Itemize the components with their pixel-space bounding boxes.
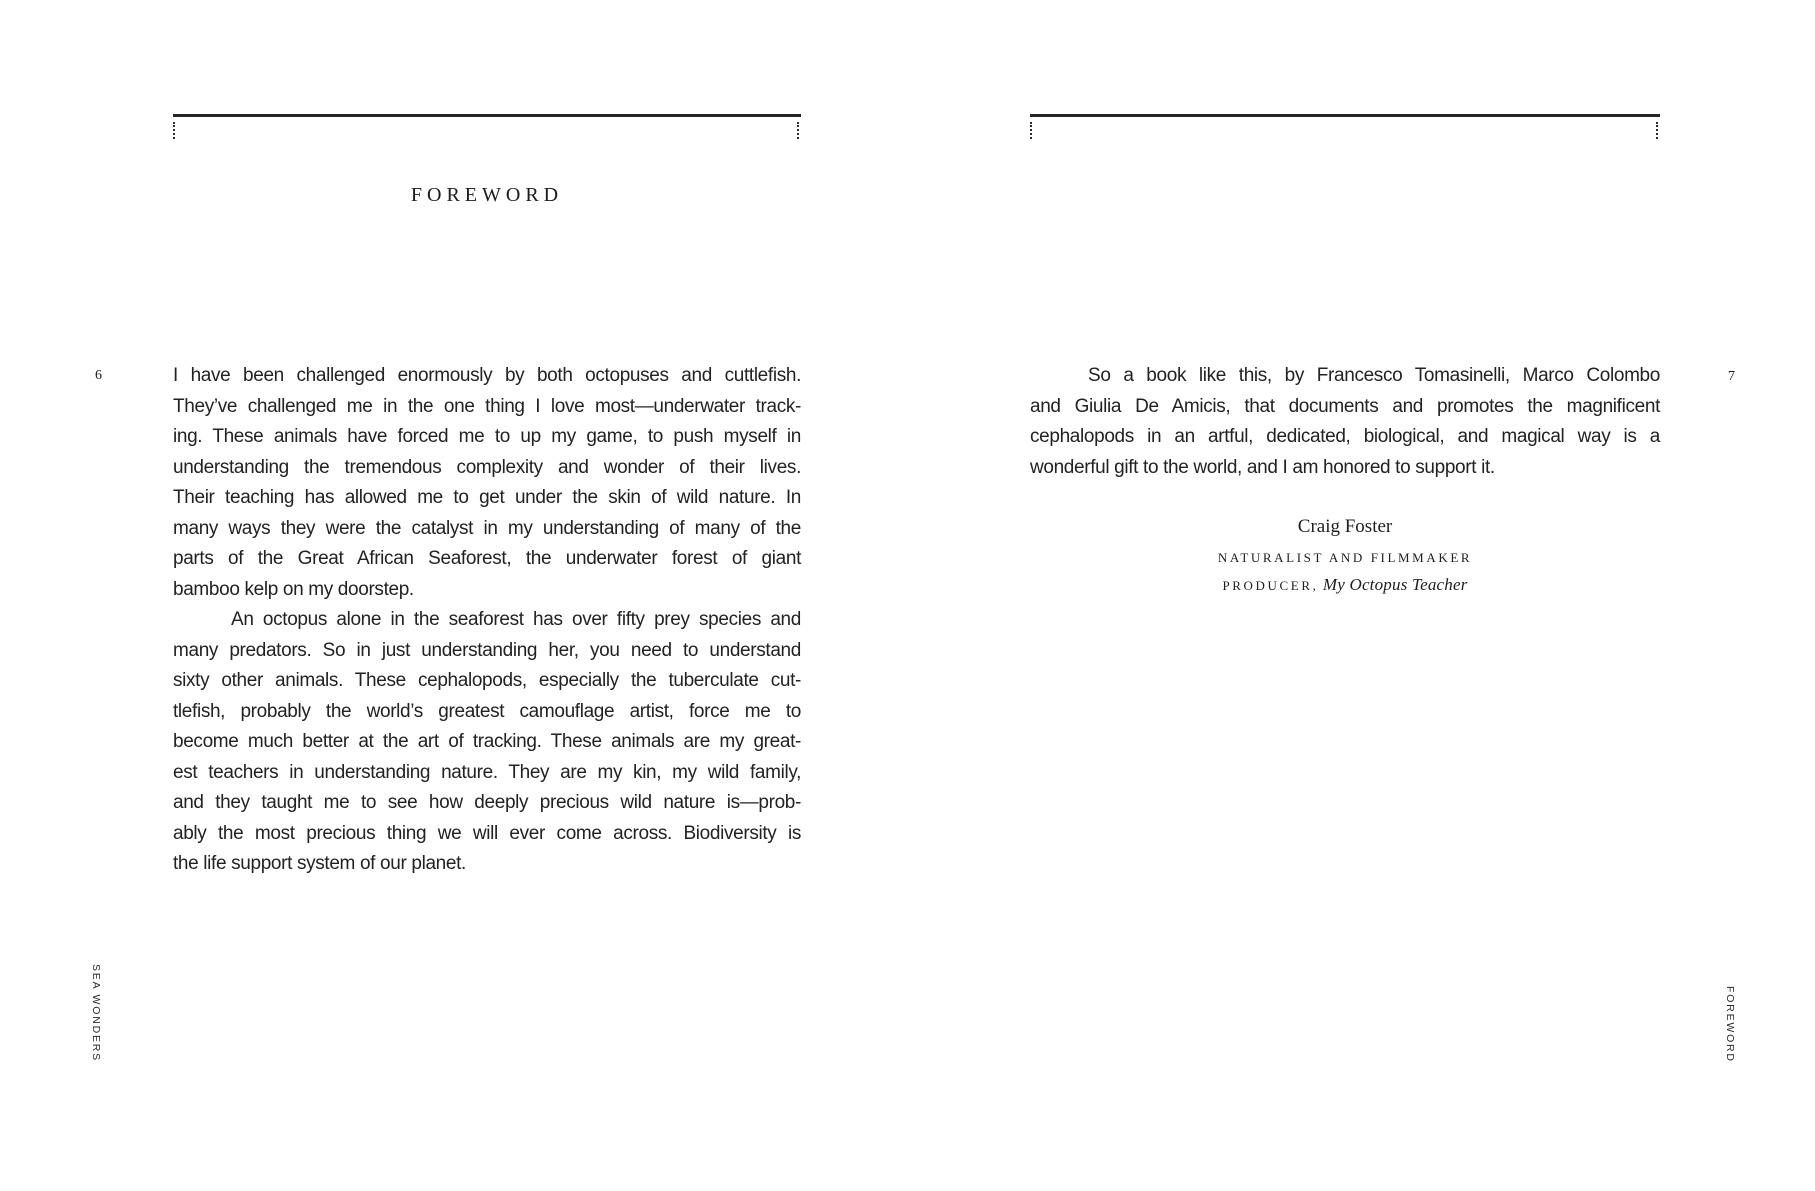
left-page-number: 6 [95,368,102,383]
right-page-number: 7 [1728,369,1735,384]
body-line: and they taught me to see how deeply precious wild nature is—prob- [173,792,801,813]
body-line: understanding the tremendous complexity and wonder of their lives. [173,456,801,478]
author-role: NATURALIST AND FILMMAKER [1217,550,1473,565]
left-rule-left-tick-mark [173,122,175,139]
right-page-top-rule [1030,114,1660,117]
body-line: bamboo kelp on my doorstep. [173,578,414,600]
body-line: ing. These animals have forced me to up my game, to push myself in [173,426,801,447]
body-line: est teachers in understanding nature. They are my kin, my wild family, [173,761,801,783]
left-rule-right-tick-mark [797,122,799,139]
foreword-heading: FOREWORD [410,184,564,206]
body-line: sixty other animals. These cephalopods, especially the tuberculate cut- [173,670,801,691]
body-line: Their teaching has allowed me to get under the skin of wild nature. In [173,487,801,508]
work-title: My Octopus Teacher [1322,575,1468,594]
right-running-footer: FOREWORD [1724,986,1736,1063]
author-name: Craig Foster [1297,516,1393,537]
body-line: many ways they were the catalyst in my understanding of many of the [173,517,801,539]
body-line: and Giulia De Amicis, that documents and promotes the magnificent [1030,395,1660,417]
body-line: I have been challenged enormously by both octopuses and cuttlefish. [173,365,801,386]
body-line: become much better at the art of tracking. These animals are my great- [173,731,801,752]
left-running-footer: SEA WONDERS [90,964,102,1062]
right-rule-left-tick-mark [1030,122,1032,139]
attribution-block [1030,516,1660,595]
body-line: wonderful gift to the world, and I am honored to support it. [1030,456,1495,478]
body-line: ably the most precious thing we will ever come across. Biodiversity is [173,822,801,844]
right-page-body [1030,361,1660,483]
body-line: An octopus alone in the seaforest has over fifty prey species and [231,609,801,630]
body-line: many predators. So in just understanding her, you need to understand [173,639,801,661]
body-line: tlefish, probably the world’s greatest camouflage artist, force me to [173,700,801,722]
body-line: They’ve challenged me in the one thing I love most—underwater track- [173,395,801,417]
left-page-top-rule [173,114,801,117]
body-line: cephalopods in an artful, dedicated, biological, and magical way is a [1030,426,1660,447]
body-line: the life support system of our planet. [173,853,466,874]
body-line: parts of the Great African Seaforest, the underwater forest of giant [173,548,801,569]
left-page-body [173,361,801,880]
producer-credit [1030,575,1660,595]
body-line: So a book like this, by Francesco Tomasinelli, Marco Colombo [1088,365,1660,386]
producer-label: PRODUCER, [1222,578,1319,593]
right-rule-right-tick-mark [1656,122,1658,139]
